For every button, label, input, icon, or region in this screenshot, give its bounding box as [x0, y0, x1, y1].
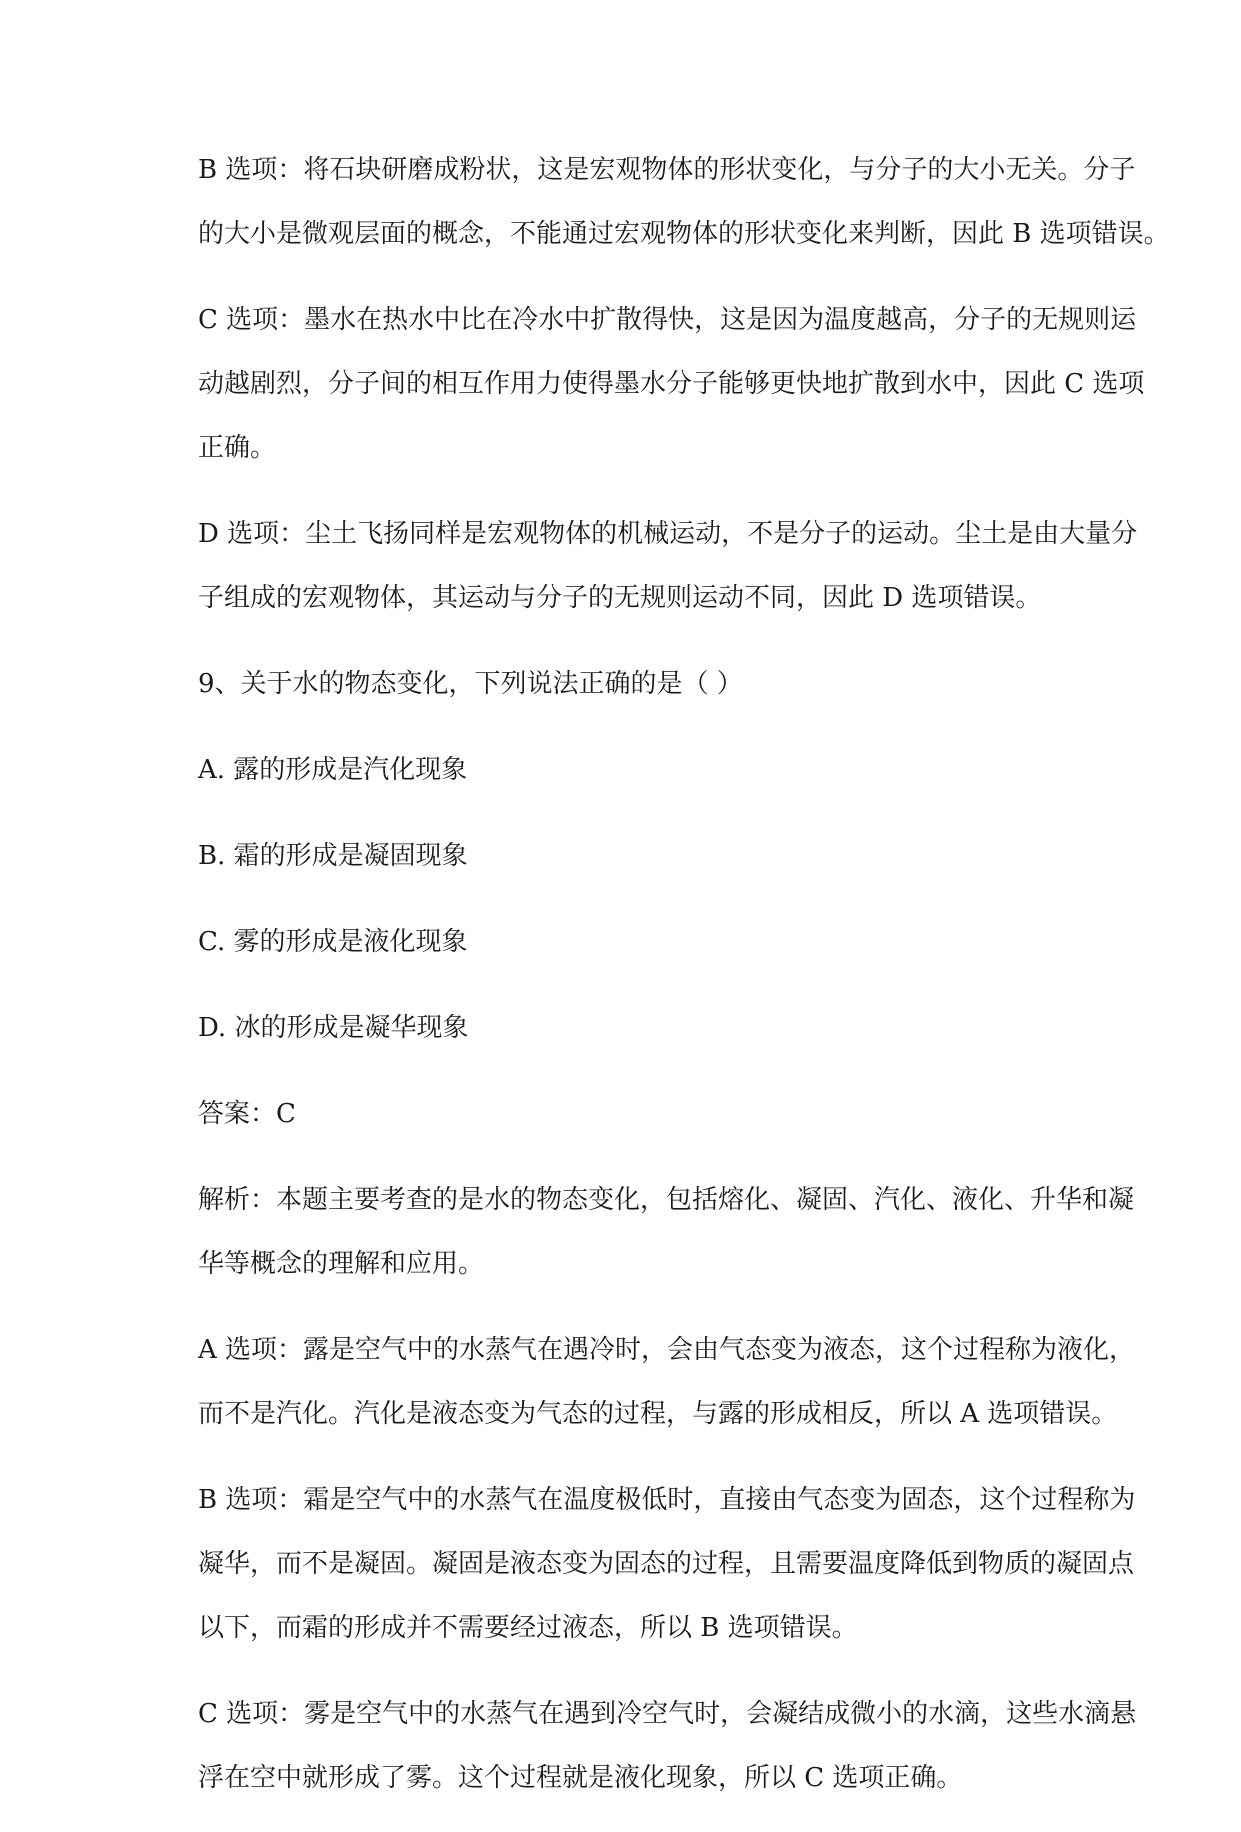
text-line: 动越剧烈，分子间的相互作用力使得墨水分子能够更快地扩散到水中，因此 C 选项	[198, 369, 1145, 399]
text-line: D 选项：尘土飞扬同样是宏观物体的机械运动，不是分子的运动。尘土是由大量分	[198, 519, 1138, 549]
explanation-q9-option-b	[198, 1468, 1136, 1660]
text-line: 而不是汽化。汽化是液态变为气态的过程，与露的形成相反，所以 A 选项错误。	[198, 1399, 1118, 1429]
text-line: A 选项：露是空气中的水蒸气在遇冷时，会由气态变为液态，这个过程称为液化，	[198, 1335, 1136, 1365]
text-line: D. 冰的形成是凝华现象	[198, 1013, 469, 1043]
explanation-q9-option-c	[198, 1682, 1137, 1810]
text-line: B. 霜的形成是凝固现象	[198, 841, 468, 871]
text-line: B 选项：霜是空气中的水蒸气在温度极低时，直接由气态变为固态，这个过程称为	[198, 1485, 1136, 1515]
text-line: 华等概念的理解和应用。	[198, 1249, 485, 1279]
text-line: C 选项：墨水在热水中比在冷水中扩散得快，这是因为温度越高，分子的无规则运	[198, 305, 1137, 335]
explanation-q8-option-b	[198, 138, 1170, 266]
text-line: 9、关于水的物态变化，下列说法正确的是（ ）	[198, 669, 743, 699]
text-line: 正确。	[198, 433, 277, 463]
text-line: 浮在空中就形成了雾。这个过程就是液化现象，所以 C 选项正确。	[198, 1763, 963, 1793]
text-body	[198, 138, 1170, 1832]
text-line: B 选项：将石块研磨成粉状，这是宏观物体的形状变化，与分子的大小无关。分子	[198, 155, 1136, 185]
text-line: 以下，而霜的形成并不需要经过液态，所以 B 选项错误。	[198, 1613, 858, 1643]
explanation-q9-option-a	[198, 1318, 1136, 1446]
question-9-option-a	[198, 738, 1098, 802]
text-line: 子组成的宏观物体，其运动与分子的无规则运动不同，因此 D 选项错误。	[198, 583, 1042, 613]
text-line: C 选项：雾是空气中的水蒸气在遇到冷空气时，会凝结成微小的水滴，这些水滴悬	[198, 1699, 1137, 1729]
text-line: C. 雾的形成是液化现象	[198, 927, 468, 957]
question-9-option-b	[198, 824, 1098, 888]
question-9-stem	[198, 652, 1098, 716]
question-9-option-d	[198, 996, 1098, 1060]
text-line: A. 露的形成是汽化现象	[198, 755, 468, 785]
question-9-analysis	[198, 1168, 1135, 1296]
text-line: 解析：本题主要考查的是水的物态变化，包括熔化、凝固、汽化、液化、升华和凝	[198, 1185, 1135, 1215]
text-line: 答案：C	[198, 1099, 296, 1129]
explanation-q8-option-c	[198, 288, 1145, 480]
text-line: 的大小是微观层面的概念，不能通过宏观物体的形状变化来判断，因此 B 选项错误。	[198, 219, 1170, 249]
question-9-answer	[198, 1082, 1098, 1146]
text-line: 凝华，而不是凝固。凝固是液态变为固态的过程，且需要温度降低到物质的凝固点	[198, 1549, 1135, 1579]
explanation-q8-option-d	[198, 502, 1138, 630]
question-9-option-c	[198, 910, 1098, 974]
